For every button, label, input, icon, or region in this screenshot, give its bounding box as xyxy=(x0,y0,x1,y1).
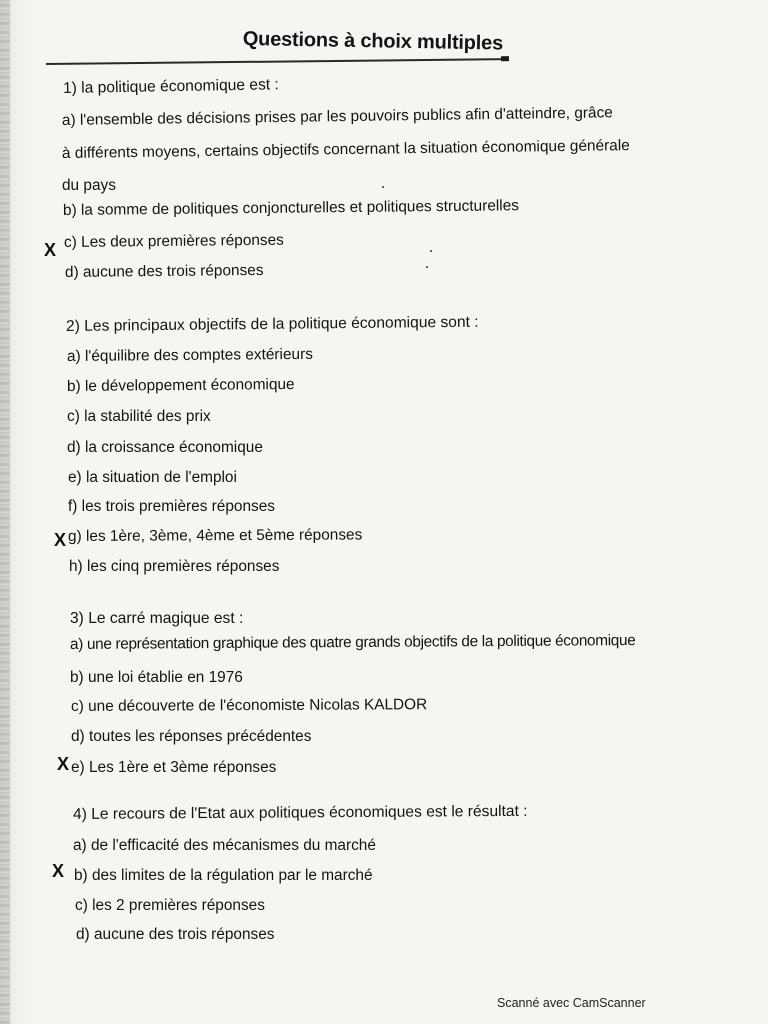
page-title: Questions à choix multiples xyxy=(242,28,504,55)
q4-option-b: b) des limites de la régulation par le marché xyxy=(74,867,373,884)
scan-speck xyxy=(426,266,428,268)
q1-option-c: c) Les deux premières réponses xyxy=(63,231,284,251)
question-3: 3) Le carré magique est : xyxy=(70,610,244,627)
q3-option-d: d) toutes les réponses précédentes xyxy=(71,728,312,745)
q1-option-b: b) la somme de politiques conjoncturelles et politiques structurelles xyxy=(62,197,520,219)
q2-option-h: h) les cinq premières réponses xyxy=(69,558,280,575)
answer-mark-q1: X xyxy=(44,240,57,260)
q4-option-d: d) aucune des trois réponses xyxy=(76,926,275,943)
q2-option-a: a) l'équilibre des comptes extérieurs xyxy=(66,345,313,365)
q2-option-b: b) le développement économique xyxy=(66,376,295,395)
scan-speck xyxy=(382,186,384,188)
q1-option-d: d) aucune des trois réponses xyxy=(64,261,264,281)
scanner-watermark: Scanné avec CamScanner xyxy=(497,996,646,1010)
q4-option-a: a) de l'efficacité des mécanismes du marché xyxy=(73,837,376,854)
q4-option-c: c) les 2 premières réponses xyxy=(75,897,265,914)
q1-option-a: a) l'ensemble des décisions prises par les pouvoirs publics afin d'atteindre, grâce xyxy=(61,104,613,129)
q3-option-e: e) Les 1ère et 3ème réponses xyxy=(71,759,277,776)
answer-mark-q4: X xyxy=(52,861,65,881)
question-1: 1) la politique économique est : xyxy=(62,76,279,97)
question-2: 2) Les principaux objectifs de la politique économique sont : xyxy=(65,313,479,335)
q2-option-c: c) la stabilité des prix xyxy=(67,408,211,425)
scan-speck xyxy=(430,250,432,252)
q1-option-a-cont: à différents moyens, certains objectifs concernant la situation économique générale xyxy=(61,137,630,162)
q3-option-c: c) une découverte de l'économiste Nicolas KALDOR xyxy=(70,696,428,715)
q1-option-a-cont2: du pays xyxy=(62,177,116,194)
q2-option-e: e) la situation de l'emploi xyxy=(68,469,237,486)
answer-mark-q2: X xyxy=(54,530,67,550)
q2-option-g: g) les 1ère, 3ème, 4ème et 5ème réponses xyxy=(67,526,363,545)
q3-option-a: a) une représentation graphique des quatre grands objectifs de la politique économique xyxy=(69,632,636,653)
question-4: 4) Le recours de l'Etat aux politiques économiques est le résultat : xyxy=(72,802,528,823)
q2-option-f: f) les trois premières réponses xyxy=(68,498,275,515)
q2-option-d: d) la croissance économique xyxy=(67,439,263,456)
q3-option-b: b) une loi établie en 1976 xyxy=(70,669,243,686)
answer-mark-q3: X xyxy=(57,754,70,774)
